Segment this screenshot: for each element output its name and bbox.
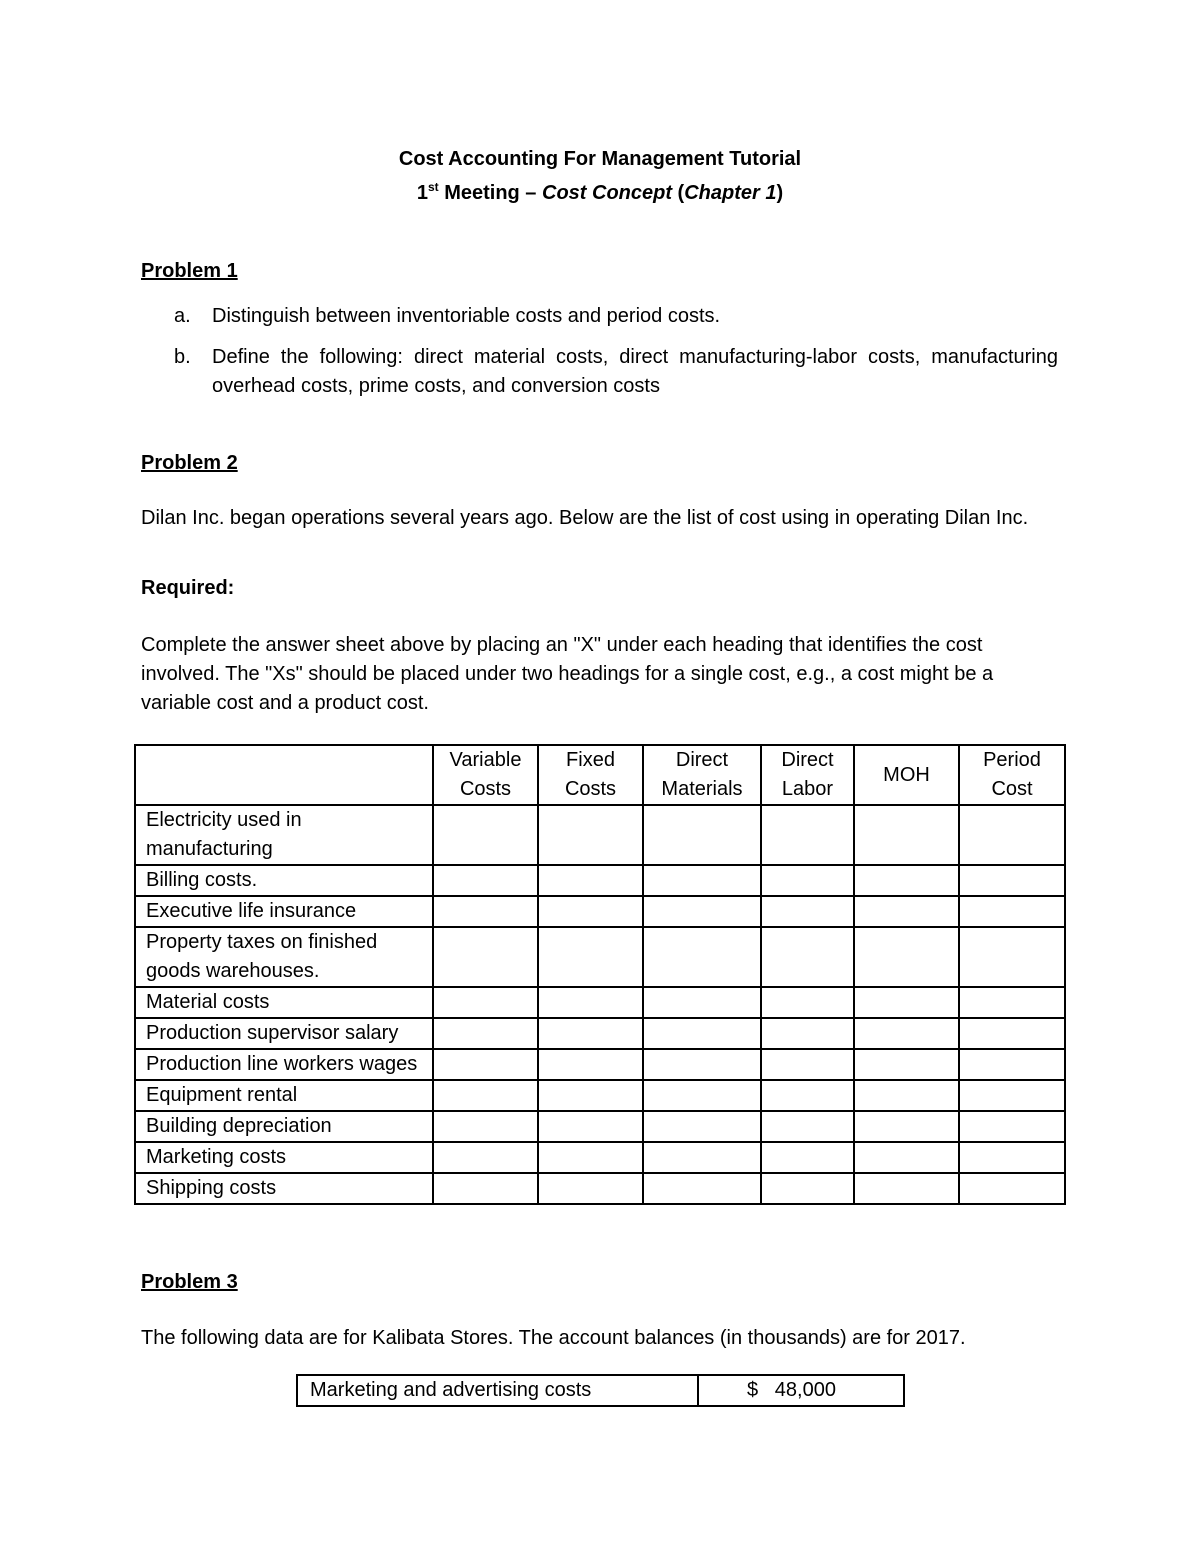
table-row	[135, 1018, 1065, 1049]
table-row	[135, 1049, 1065, 1080]
cost-item-label: Electricity used in manufacturing	[135, 805, 433, 865]
account-label: Marketing and advertising costs	[297, 1375, 698, 1406]
topic: Cost Concept	[542, 182, 672, 204]
answer-cell[interactable]	[959, 1080, 1065, 1111]
list-marker: a.	[174, 305, 191, 327]
cost-item-label: Property taxes on finished goods warehouses.	[135, 927, 433, 987]
answer-cell[interactable]	[643, 896, 761, 927]
table-row	[135, 987, 1065, 1018]
answer-cell[interactable]	[761, 1018, 854, 1049]
answer-cell[interactable]	[538, 805, 643, 865]
account-amount: $ 48,000	[698, 1375, 904, 1406]
table-row	[135, 927, 1065, 987]
answer-cell[interactable]	[854, 1049, 959, 1080]
meeting-number: 1	[416, 182, 428, 204]
answer-cell[interactable]	[854, 805, 959, 865]
list-marker: b.	[174, 346, 191, 368]
answer-cell[interactable]	[761, 987, 854, 1018]
list-text: Distinguish between inventoriable costs and period costs.	[212, 305, 721, 327]
answer-cell[interactable]	[761, 1111, 854, 1142]
problem-2-intro: Dilan Inc. began operations several years ago. Below are the list of cost using in operating Dilan Inc.	[141, 507, 1029, 529]
answer-cell[interactable]	[761, 1049, 854, 1080]
answer-cell[interactable]	[854, 927, 959, 987]
answer-cell[interactable]	[643, 1049, 761, 1080]
answer-cell[interactable]	[959, 1111, 1065, 1142]
table-row	[135, 865, 1065, 896]
answer-cell[interactable]	[538, 896, 643, 927]
answer-cell[interactable]	[761, 896, 854, 927]
cost-item-label: Production line workers wages	[135, 1049, 433, 1080]
answer-cell[interactable]	[761, 1142, 854, 1173]
problem-2-heading: Problem 2	[141, 452, 238, 474]
answer-cell[interactable]	[854, 1080, 959, 1111]
answer-cell[interactable]	[643, 1080, 761, 1111]
answer-cell[interactable]	[959, 987, 1065, 1018]
answer-cell[interactable]	[959, 805, 1065, 865]
answer-cell[interactable]	[538, 865, 643, 896]
answer-cell[interactable]	[643, 1142, 761, 1173]
problem-3-heading: Problem 3	[141, 1271, 238, 1293]
chapter-close: )	[776, 182, 784, 204]
document-title	[0, 142, 1200, 210]
answer-cell[interactable]	[433, 987, 538, 1018]
table-row	[135, 1080, 1065, 1111]
chapter: Chapter 1	[684, 182, 777, 204]
cost-item-label: Shipping costs	[135, 1173, 433, 1204]
answer-cell[interactable]	[433, 1018, 538, 1049]
cost-item-label: Production supervisor salary	[135, 1018, 433, 1049]
answer-cell[interactable]	[643, 1173, 761, 1204]
answer-cell[interactable]	[854, 1173, 959, 1204]
column-header	[135, 745, 433, 805]
answer-cell[interactable]	[433, 1173, 538, 1204]
answer-sheet-table	[134, 744, 1066, 1205]
problem-3-intro: The following data are for Kalibata Stores. The account balances (in thousands) are for 2017.	[141, 1327, 966, 1349]
table-row	[135, 1111, 1065, 1142]
problem-1-list	[174, 302, 1058, 401]
answer-cell[interactable]	[538, 1080, 643, 1111]
answer-cell[interactable]	[854, 1111, 959, 1142]
answer-cell[interactable]	[433, 865, 538, 896]
answer-cell[interactable]	[959, 927, 1065, 987]
chapter-open: (	[672, 182, 685, 204]
list-item	[174, 343, 1058, 401]
answer-cell[interactable]	[433, 896, 538, 927]
table-row	[135, 1142, 1065, 1173]
answer-cell[interactable]	[538, 987, 643, 1018]
problem-1-heading: Problem 1	[141, 260, 238, 282]
column-header: MOH	[854, 745, 959, 805]
answer-cell[interactable]	[433, 927, 538, 987]
answer-cell[interactable]	[538, 1142, 643, 1173]
answer-cell[interactable]	[538, 927, 643, 987]
answer-cell[interactable]	[643, 1018, 761, 1049]
answer-cell[interactable]	[433, 1049, 538, 1080]
column-header: Direct Labor	[761, 745, 854, 805]
account-balances-table	[296, 1374, 905, 1407]
answer-cell[interactable]	[643, 987, 761, 1018]
cost-item-label: Marketing costs	[135, 1142, 433, 1173]
answer-cell[interactable]	[643, 1111, 761, 1142]
problem-2-instructions: Complete the answer sheet above by placing an "X" under each heading that identifies the cost involved. The "Xs" should be placed under two headings for a single cost, e.g., a cost might be a variable cost and a product cost.	[141, 634, 994, 714]
answer-cell[interactable]	[854, 865, 959, 896]
answer-cell[interactable]	[959, 1018, 1065, 1049]
answer-cell[interactable]	[643, 865, 761, 896]
table-row	[135, 1173, 1065, 1204]
answer-cell[interactable]	[959, 865, 1065, 896]
answer-cell[interactable]	[959, 1173, 1065, 1204]
table-header-row	[135, 745, 1065, 805]
answer-cell[interactable]	[761, 1173, 854, 1204]
cost-item-label: Material costs	[135, 987, 433, 1018]
meeting-ordinal: st	[427, 180, 439, 194]
title-line-2	[0, 176, 1200, 210]
answer-cell[interactable]	[538, 1111, 643, 1142]
answer-cell[interactable]	[959, 1049, 1065, 1080]
answer-cell[interactable]	[433, 805, 538, 865]
answer-cell[interactable]	[959, 896, 1065, 927]
title-line-1: Cost Accounting For Management Tutorial	[398, 148, 802, 170]
answer-cell[interactable]	[854, 1018, 959, 1049]
answer-cell[interactable]	[959, 1142, 1065, 1173]
answer-cell[interactable]	[643, 927, 761, 987]
cost-item-label: Equipment rental	[135, 1080, 433, 1111]
column-header: Direct Materials	[643, 745, 761, 805]
cost-item-label: Billing costs.	[135, 865, 433, 896]
cost-item-label: Building depreciation	[135, 1111, 433, 1142]
answer-cell[interactable]	[538, 1173, 643, 1204]
answer-cell[interactable]	[761, 865, 854, 896]
table-row	[297, 1375, 904, 1406]
answer-cell[interactable]	[761, 1080, 854, 1111]
answer-cell[interactable]	[854, 987, 959, 1018]
cost-item-label: Executive life insurance	[135, 896, 433, 927]
column-header: Period Cost	[959, 745, 1065, 805]
meeting-word: Meeting –	[438, 182, 542, 204]
column-header: Variable Costs	[433, 745, 538, 805]
answer-cell[interactable]	[538, 1018, 643, 1049]
answer-cell[interactable]	[854, 1142, 959, 1173]
table-row	[135, 896, 1065, 927]
answer-cell[interactable]	[854, 896, 959, 927]
answer-cell[interactable]	[433, 1080, 538, 1111]
list-text: Define the following: direct material costs, direct manufacturing-labor costs, manufacturing overhead costs, prime costs, and conversion costs	[212, 346, 1058, 397]
answer-cell[interactable]	[643, 805, 761, 865]
answer-cell[interactable]	[761, 805, 854, 865]
answer-cell[interactable]	[538, 1049, 643, 1080]
table-row	[135, 805, 1065, 865]
required-label: Required:	[141, 577, 235, 599]
answer-cell[interactable]	[761, 927, 854, 987]
answer-cell[interactable]	[433, 1142, 538, 1173]
column-header: Fixed Costs	[538, 745, 643, 805]
answer-cell[interactable]	[433, 1111, 538, 1142]
list-item	[174, 302, 1058, 331]
